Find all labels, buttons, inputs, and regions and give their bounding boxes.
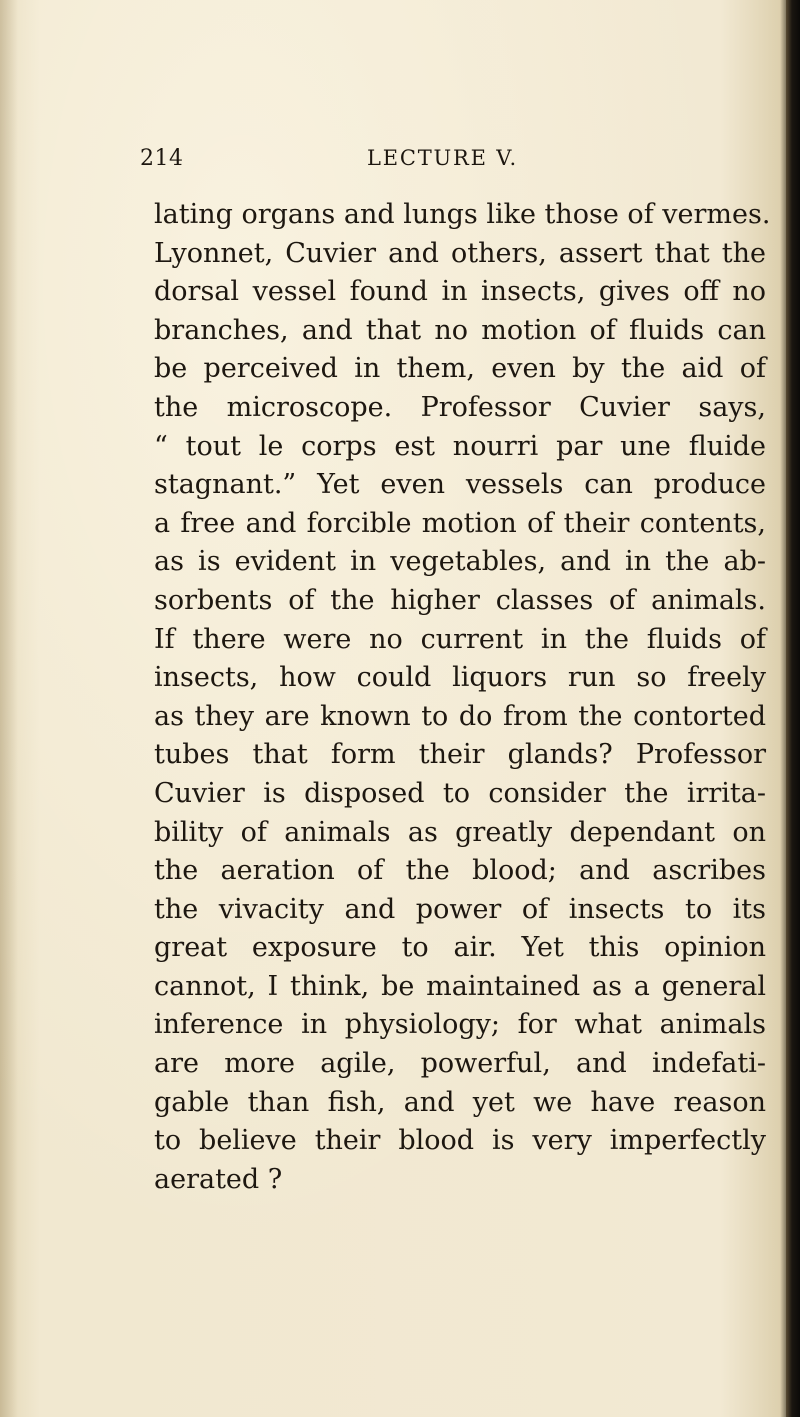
body-text bbox=[154, 196, 771, 1199]
text-line: dorsal vessel found in insects, gives off no bbox=[154, 276, 766, 308]
text-line: as they are known to do from the contorted bbox=[154, 700, 766, 732]
text-line: great exposure to air. Yet this opinion bbox=[154, 932, 766, 964]
text-line: be perceived in them, even by the aid of bbox=[154, 353, 766, 385]
text-line: insects, how could liquors run so freely bbox=[154, 662, 766, 694]
text-line: lating organs and lungs like those of vermes. bbox=[154, 199, 771, 230]
text-line: cannot, I think, be maintained as a general bbox=[154, 970, 766, 1002]
text-line: If there were no current in the fluids of bbox=[154, 623, 766, 655]
text-line: are more agile, powerful, and indefati- bbox=[154, 1048, 766, 1080]
page-header bbox=[140, 146, 760, 176]
text-line: stagnant.” Yet even vessels can produce bbox=[154, 469, 766, 501]
text-line: “ tout le corps est nourri par une fluide bbox=[154, 430, 766, 462]
text-line: a free and forcible motion of their contents, bbox=[154, 507, 766, 539]
text-line: tubes that form their glands? Professor bbox=[154, 739, 766, 771]
text-line: Cuvier is disposed to consider the irrita- bbox=[154, 777, 766, 809]
page-number: 214 bbox=[140, 146, 184, 171]
text-line: Lyonnet, Cuvier and others, assert that the bbox=[154, 237, 766, 269]
text-line: the microscope. Professor Cuvier says, bbox=[154, 391, 766, 423]
text-line: to believe their blood is very imperfectly bbox=[154, 1125, 766, 1157]
text-line: the aeration of the blood; and ascribes bbox=[154, 855, 766, 887]
text-line: the vivacity and power of insects to its bbox=[154, 893, 766, 925]
text-line: inference in physiology; for what animals bbox=[154, 1009, 766, 1041]
page-edge bbox=[786, 0, 800, 1417]
text-line: gable than fish, and yet we have reason bbox=[154, 1086, 766, 1118]
text-line: aerated ? bbox=[154, 1163, 283, 1195]
text-line: sorbents of the higher classes of animals. bbox=[154, 584, 766, 616]
running-head: LECTURE V. bbox=[367, 146, 519, 170]
text-line: branches, and that no motion of fluids can bbox=[154, 314, 766, 346]
page-gutter-shadow bbox=[0, 0, 18, 1417]
text-line: as is evident in vegetables, and in the ab- bbox=[154, 546, 766, 578]
text-line: bility of animals as greatly dependant on bbox=[154, 816, 766, 848]
